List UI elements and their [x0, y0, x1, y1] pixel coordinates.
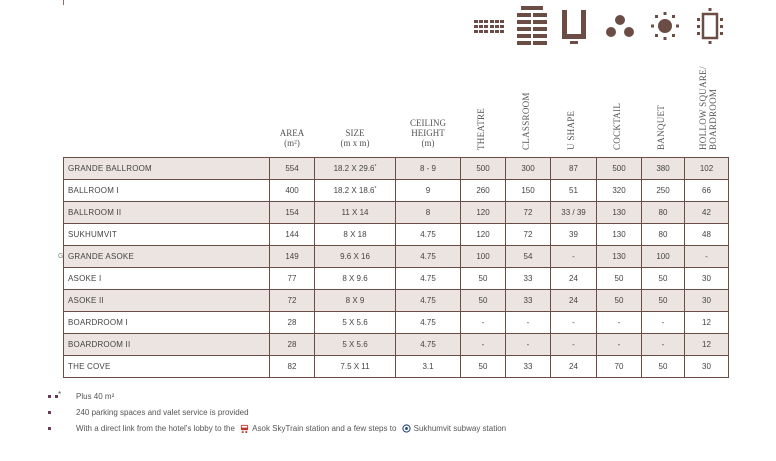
cell-hollow: 30 — [685, 356, 729, 378]
bullet-icon — [48, 395, 51, 398]
table-row — [64, 158, 729, 180]
cell-banquet: - — [642, 334, 685, 356]
note-1-text: Plus 40 m² — [76, 392, 115, 401]
cell-classroom: 150 — [506, 180, 551, 202]
footnote-mark: * — [374, 186, 377, 192]
table-row — [64, 180, 729, 202]
table-row — [64, 268, 729, 290]
cell-ushape: - — [551, 334, 597, 356]
cell-banquet: 50 — [642, 290, 685, 312]
cell-ushape: 24 — [551, 268, 597, 290]
cell-classroom: 54 — [506, 246, 551, 268]
cell-theatre: 50 — [461, 290, 506, 312]
stray-mark: G — [58, 253, 64, 260]
table-row — [64, 246, 729, 268]
table-row — [64, 312, 729, 334]
cell-size: 18.2 X 29.6* — [315, 158, 396, 180]
cell-hollow: 42 — [685, 202, 729, 224]
cell-ceiling: 4.75 — [396, 334, 461, 356]
cell-name: BOARDROOM II — [64, 334, 270, 356]
cell-hollow: 30 — [685, 290, 729, 312]
cell-theatre: 120 — [461, 224, 506, 246]
cell-ushape: 24 — [551, 356, 597, 378]
skytrain-icon — [240, 424, 249, 433]
cell-name: THE COVE — [64, 356, 270, 378]
cell-banquet: - — [642, 312, 685, 334]
cell-classroom: 33 — [506, 290, 551, 312]
cell-size: 18.2 X 18.6* — [315, 180, 396, 202]
cell-area: 28 — [270, 334, 315, 356]
cell-size: 8 X 9.6 — [315, 268, 396, 290]
cell-ceiling: 4.75 — [396, 312, 461, 334]
cell-ceiling: 3.1 — [396, 356, 461, 378]
boardroom-layout-icon — [693, 6, 727, 46]
cell-banquet: 80 — [642, 202, 685, 224]
cell-cocktail: 130 — [597, 246, 642, 268]
cell-ceiling: 4.75 — [396, 290, 461, 312]
cell-ceiling: 4.75 — [396, 224, 461, 246]
cell-area: 554 — [270, 158, 315, 180]
cell-ceiling: 4.75 — [396, 246, 461, 268]
note-1-mark: * — [58, 390, 62, 399]
cell-theatre: 500 — [461, 158, 506, 180]
cell-hollow: 30 — [685, 268, 729, 290]
cell-size: 8 X 9 — [315, 290, 396, 312]
cell-ushape: 24 — [551, 290, 597, 312]
cell-ushape: - — [551, 312, 597, 334]
cell-name: SUKHUMVIT — [64, 224, 270, 246]
banquet-layout-icon — [648, 6, 682, 46]
header-area: AREA (m²) — [279, 128, 305, 148]
cell-ushape: 87 — [551, 158, 597, 180]
cell-name: BOARDROOM I — [64, 312, 270, 334]
theatre-layout-icon — [472, 6, 506, 46]
cell-hollow: 66 — [685, 180, 729, 202]
cell-cocktail: - — [597, 312, 642, 334]
cell-theatre: 50 — [461, 356, 506, 378]
cell-theatre: 120 — [461, 202, 506, 224]
cell-hollow: 102 — [685, 158, 729, 180]
header-u-shape: U SHAPE — [566, 110, 576, 150]
cell-name: GRANDE BALLROOM — [64, 158, 270, 180]
header-banquet: BANQUET — [656, 104, 666, 150]
cell-size: 8 X 18 — [315, 224, 396, 246]
cell-area: 144 — [270, 224, 315, 246]
cell-banquet: 80 — [642, 224, 685, 246]
cell-classroom: - — [506, 312, 551, 334]
cocktail-layout-icon — [603, 6, 637, 46]
cell-area: 77 — [270, 268, 315, 290]
cell-size: 5 X 5.6 — [315, 312, 396, 334]
u-shape-layout-icon — [557, 6, 591, 46]
cell-cocktail: 130 — [597, 202, 642, 224]
header-classroom: CLASSROOM — [521, 92, 531, 150]
cell-cocktail: 500 — [597, 158, 642, 180]
cell-cocktail: - — [597, 334, 642, 356]
capacity-table — [63, 157, 729, 378]
cell-ceiling: 8 - 9 — [396, 158, 461, 180]
cell-area: 72 — [270, 290, 315, 312]
table-row — [64, 202, 729, 224]
cell-classroom: 72 — [506, 202, 551, 224]
cell-cocktail: 50 — [597, 290, 642, 312]
subway-icon — [402, 424, 411, 433]
cell-banquet: 50 — [642, 268, 685, 290]
cell-area: 82 — [270, 356, 315, 378]
header-ceiling-height: CEILING HEIGHT (m) — [410, 118, 446, 148]
cell-area: 400 — [270, 180, 315, 202]
cell-hollow: 48 — [685, 224, 729, 246]
classroom-layout-icon — [515, 6, 549, 46]
cell-banquet: 380 — [642, 158, 685, 180]
note-3-text: With a direct link from the hotel's lobby to the Asok SkyTrain station and a few steps to Sukhumvit subway station — [76, 424, 507, 433]
header-size: SIZE (m x m) — [340, 128, 370, 148]
cell-name: ASOKE I — [64, 268, 270, 290]
cell-size: 9.6 X 16 — [315, 246, 396, 268]
cell-theatre: - — [461, 312, 506, 334]
footnote-mark: * — [374, 164, 377, 170]
bullet-icon — [48, 427, 51, 430]
cell-cocktail: 70 — [597, 356, 642, 378]
cell-name: ASOKE II — [64, 290, 270, 312]
cell-area: 149 — [270, 246, 315, 268]
bullet-icon — [55, 395, 58, 398]
cell-ceiling: 9 — [396, 180, 461, 202]
cell-area: 28 — [270, 312, 315, 334]
cell-cocktail: 320 — [597, 180, 642, 202]
cell-theatre: 50 — [461, 268, 506, 290]
cell-theatre: 100 — [461, 246, 506, 268]
cell-classroom: 300 — [506, 158, 551, 180]
cell-size: 5 X 5.6 — [315, 334, 396, 356]
cell-hollow: - — [685, 246, 729, 268]
cell-banquet: 50 — [642, 356, 685, 378]
cell-hollow: 12 — [685, 334, 729, 356]
cell-ushape: - — [551, 246, 597, 268]
header-hollow-square-line2: BOARDROOM — [708, 88, 718, 150]
table-row — [64, 224, 729, 246]
cell-classroom: - — [506, 334, 551, 356]
cell-name: BALLROOM I — [64, 180, 270, 202]
cell-ushape: 51 — [551, 180, 597, 202]
cell-ushape: 33 / 39 — [551, 202, 597, 224]
cell-cocktail: 130 — [597, 224, 642, 246]
table-row — [64, 356, 729, 378]
cell-name: GRANDE ASOKE — [64, 246, 270, 268]
top-rule — [63, 0, 64, 5]
cell-name: BALLROOM II — [64, 202, 270, 224]
cell-cocktail: 50 — [597, 268, 642, 290]
cell-classroom: 72 — [506, 224, 551, 246]
cell-hollow: 12 — [685, 312, 729, 334]
cell-classroom: 33 — [506, 356, 551, 378]
table-row — [64, 290, 729, 312]
cell-area: 154 — [270, 202, 315, 224]
bullet-icon — [48, 411, 51, 414]
cell-theatre: 260 — [461, 180, 506, 202]
note-2-text: 240 parking spaces and valet service is provided — [76, 408, 249, 417]
cell-classroom: 33 — [506, 268, 551, 290]
header-theatre: THEATRE — [476, 107, 486, 150]
cell-theatre: - — [461, 334, 506, 356]
cell-ushape: 39 — [551, 224, 597, 246]
cell-size: 11 X 14 — [315, 202, 396, 224]
header-cocktail: COCKTAIL — [612, 102, 622, 150]
cell-ceiling: 4.75 — [396, 268, 461, 290]
cell-ceiling: 8 — [396, 202, 461, 224]
cell-size: 7.5 X 11 — [315, 356, 396, 378]
cell-banquet: 100 — [642, 246, 685, 268]
header-hollow-square-line1: HOLLOW SQUARE/ — [698, 66, 708, 150]
cell-banquet: 250 — [642, 180, 685, 202]
table-row — [64, 334, 729, 356]
